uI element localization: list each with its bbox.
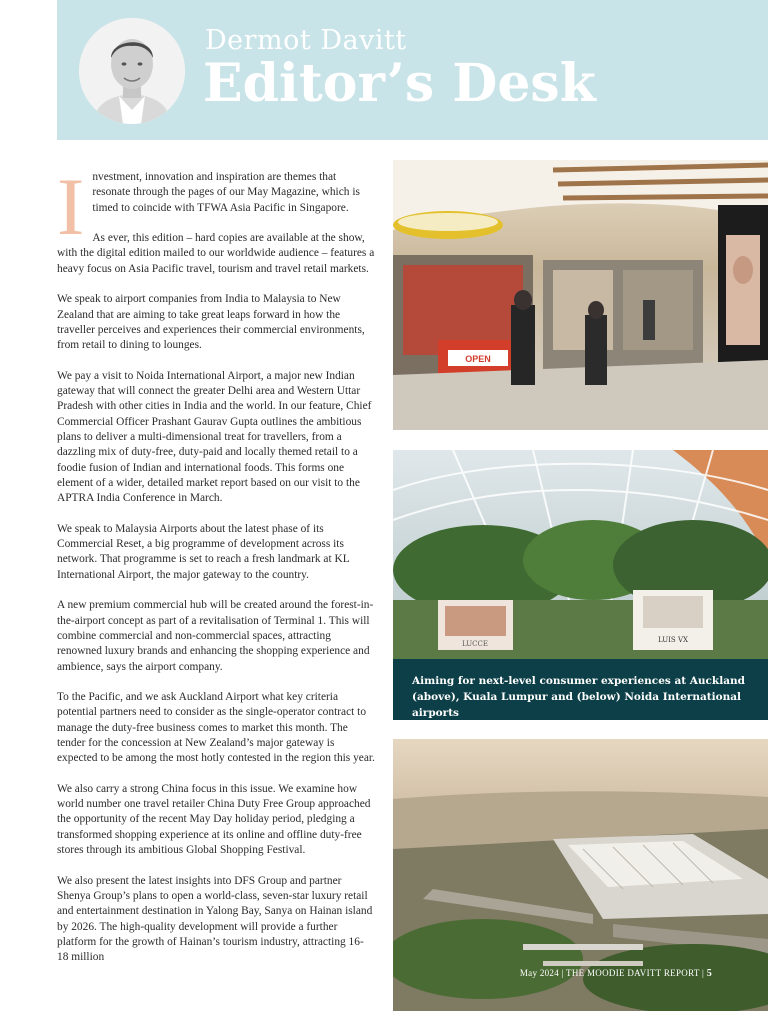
article-paragraph-9: We also present the latest insights into DFS Group and partner Shenya Group’s plans to open a world-class, seven-star luxury retail and entertainment destination in Yalong Bay, Sanya on Hainan island by 2026. The high-quality development will provide a further platform for the growth of Hainan’s tourism industry, attracting 16-18 million xyxy=(57,874,373,964)
article-paragraph-4: We pay a visit to Noida International Airport, a major new Indian gateway that will connect the greater Delhi area and Western Uttar Pradesh with other cities in India and the world. In our feature, Chief Commercial Officer Prashant Gaurav Gupta outlines the ambitious plans to deliver a multi-dimensional treat for travellers, from a dazzling mix of duty-free, duty-paid and locally themed retail to a foodie fusion of Indian and international foods. This forms one element of a wider, detailed market report based on our visit to the APTRA India Conference in March. xyxy=(57,369,372,505)
page-number: 5 xyxy=(706,968,712,979)
article-paragraph-1: Investment, innovation and inspiration are themes that resonate through the pages of our May Magazine, which is timed to coincide with TFWA Asia Pacific in Singapore. xyxy=(57,161,360,252)
photo-auckland-retail xyxy=(393,160,768,430)
article-paragraph-5: We speak to Malaysia Airports about the latest phase of its Commercial Reset, a big programme of development across its network. That programme is set to reach a fresh landmark at KL International Airport, the major gateway to the country. xyxy=(57,522,350,581)
page-footer xyxy=(520,968,712,979)
article-paragraph-3: We speak to airport companies from India to Malaysia to New Zealand that are aiming to take great leaps forward in how the traveller perceives and experiences their commercial environments, from retail to dining to lounges. xyxy=(57,293,365,352)
article-paragraph-6: A new premium commercial hub will be created around the forest-in-the-airport concept as part of a revitalisation of Terminal 1. This will combine commercial and non-commercial spaces, attracting renowned luxury brands and enhancing the shopping experience and ambience, says the airport company. xyxy=(57,599,374,673)
drop-cap: I xyxy=(57,161,85,252)
author-name: Dermot Davitt xyxy=(205,25,407,56)
sign-open: OPEN xyxy=(465,354,491,364)
photo-kuala-lumpur-forest xyxy=(393,450,768,659)
editorial-article xyxy=(57,161,375,981)
editor-header xyxy=(57,0,768,140)
photo-caption: Aiming for next-level consumer experiences at Auckland (above), Kuala Lumpur and (below) Noida International airports xyxy=(393,659,768,720)
author-avatar xyxy=(79,18,185,124)
page-title: Editor’s Desk xyxy=(203,53,596,114)
sign-luisv: LUIS VX xyxy=(658,636,688,644)
article-paragraph-7: To the Pacific, and we ask Auckland Airport what key criteria potential partners need to consider as the single-operator contract to manage the duty-free business comes to market this month. The tender for the concession at New Zealand’s major gateway is expected to be among the most hotly contested in the region this year. xyxy=(57,691,375,765)
sign-lucce: LUCCE xyxy=(462,640,488,648)
article-paragraph-8: We also carry a strong China focus in this issue. We examine how world number one travel retailer China Duty Free Group approached the opportunity of the recent May Day holiday period, pledging a transformed shopping experience at its online and offline duty-free stores through its ambitious Global Shopping Festival. xyxy=(57,782,371,857)
article-paragraph-2: As ever, this edition – hard copies are available at the show, with the digital edition mailed to our worldwide audience – features a heavy focus on Asia Pacific travel, tourism and travel retail markets. xyxy=(57,232,375,275)
author-portrait-icon xyxy=(79,18,185,124)
footer-publication: May 2024 | THE MOODIE DAVITT REPORT | xyxy=(519,968,705,978)
